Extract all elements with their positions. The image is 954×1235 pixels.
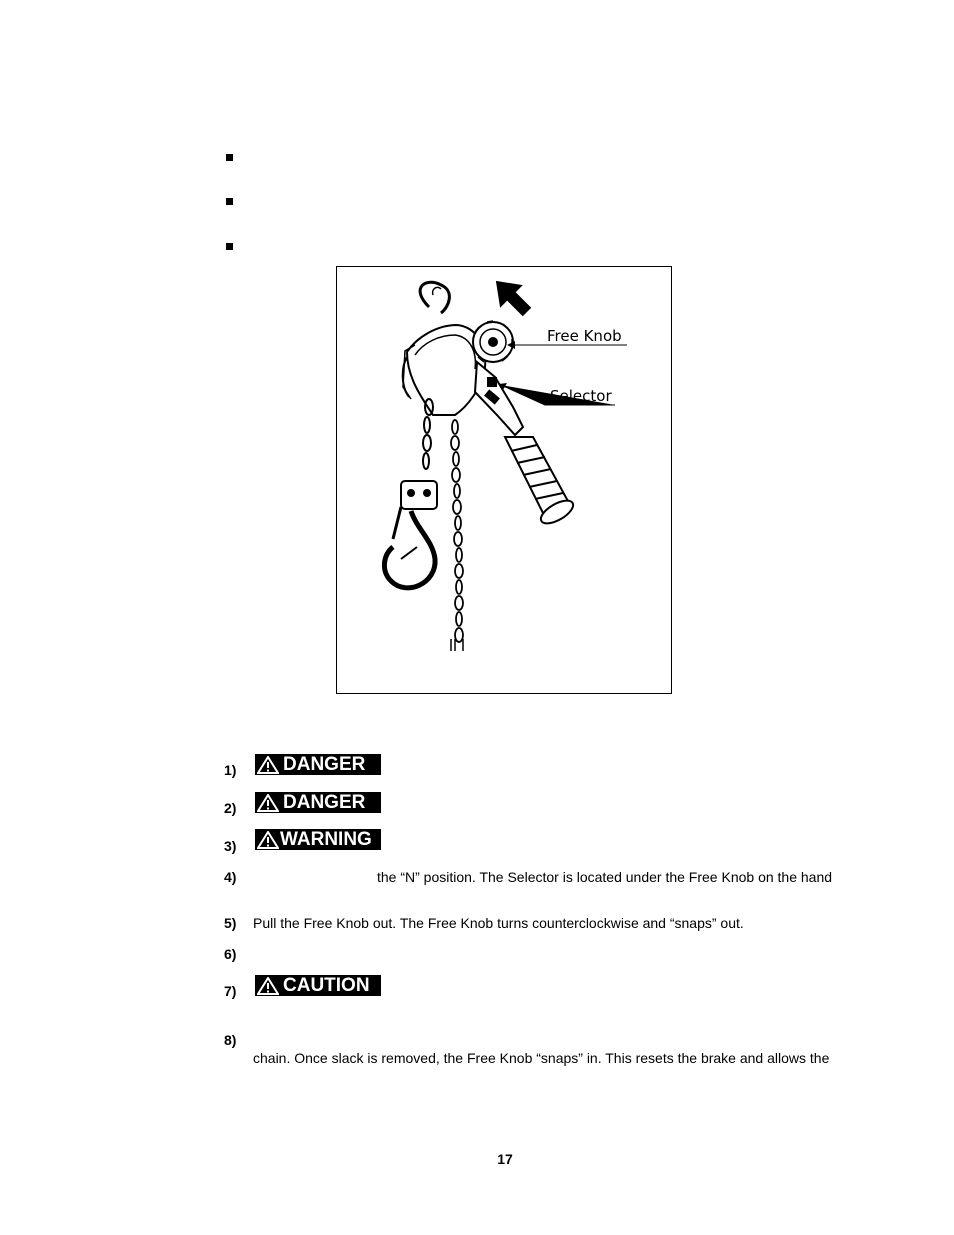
bullet-3 — [226, 243, 233, 250]
step-5-text: Pull the Free Knob out. The Free Knob turns counterclockwise and “snaps” out. — [253, 915, 744, 931]
warning-triangle-icon — [257, 794, 279, 812]
step-3-number: 3) — [224, 838, 237, 854]
lever-hoist-illustration — [337, 267, 673, 695]
danger-label: DANGER — [283, 792, 366, 813]
caution-label: CAUTION — [283, 975, 370, 996]
step-6-number: 6) — [224, 946, 237, 962]
warning-triangle-icon — [257, 756, 279, 774]
free-knob-label: Free Knob — [547, 327, 622, 345]
step-1-number: 1) — [224, 762, 237, 778]
step-7-number: 7) — [224, 983, 237, 999]
bullet-2 — [226, 198, 233, 205]
page-number: 17 — [497, 1151, 513, 1167]
warning-badge — [255, 829, 381, 850]
lever-hoist-figure — [336, 266, 672, 694]
step-2-number: 2) — [224, 800, 237, 816]
step-8-number: 8) — [224, 1032, 237, 1048]
warning-triangle-icon — [257, 977, 279, 995]
pull-direction-arrow — [485, 270, 539, 324]
step-4-text: the “N” position. The Selector is located under the Free Knob on the hand — [377, 869, 833, 885]
danger-badge — [255, 792, 381, 813]
selector-label: Selector — [550, 387, 612, 405]
step-5-number: 5) — [224, 915, 237, 931]
danger-label: DANGER — [283, 754, 366, 775]
step-4-number: 4) — [224, 869, 237, 885]
warning-triangle-icon — [257, 831, 279, 849]
bullet-1 — [226, 154, 233, 161]
warning-label: WARNING — [280, 829, 372, 850]
step-8-text: chain. Once slack is removed, the Free Knob “snaps” in. This resets the brake and allows the — [253, 1050, 830, 1066]
caution-badge — [255, 975, 381, 996]
danger-badge — [255, 754, 381, 775]
